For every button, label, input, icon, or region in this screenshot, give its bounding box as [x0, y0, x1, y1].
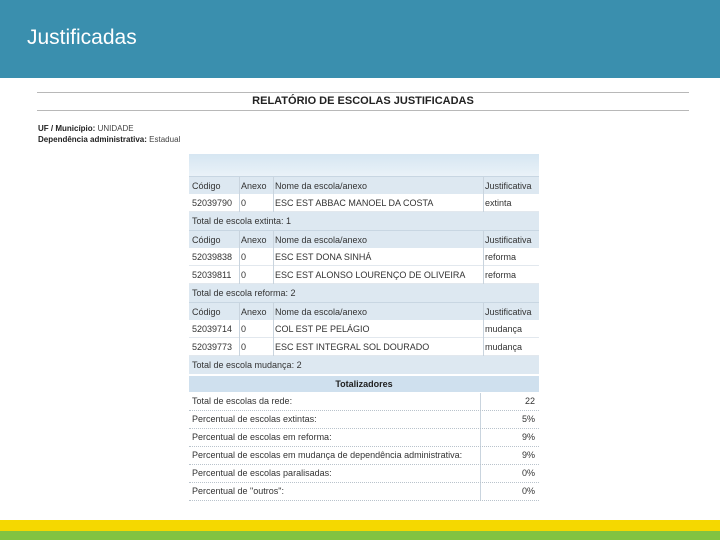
column-divider — [480, 429, 481, 446]
totalizer-label: Percentual de escolas extintas: — [192, 414, 317, 424]
totalizer-row — [189, 447, 539, 465]
cell-justificativa: extinta — [485, 198, 512, 208]
report-table-panel — [189, 154, 539, 512]
meta-dependencia-label: Dependência administrativa: — [38, 135, 147, 144]
totalizer-row — [189, 429, 539, 447]
column-header-nome: Nome da escola/anexo — [275, 235, 368, 245]
group-total-row — [189, 212, 539, 230]
column-header-justificativa: Justificativa — [485, 181, 532, 191]
column-divider — [483, 303, 484, 321]
cell-justificativa: mudança — [485, 342, 523, 352]
cell-nome-escola: COL EST PE PELÁGIO — [275, 324, 370, 334]
totalizer-label: Percentual de escolas em reforma: — [192, 432, 332, 442]
column-divider — [483, 320, 484, 338]
column-divider — [483, 231, 484, 249]
cell-codigo: 52039838 — [192, 252, 233, 262]
meta-uf-municipio — [38, 124, 134, 133]
meta-dependencia-value: Estadual — [149, 135, 181, 144]
column-header-anexo: Anexo — [241, 181, 267, 191]
table-row — [189, 194, 539, 212]
totalizer-value: 9% — [521, 432, 535, 442]
column-header-nome: Nome da escola/anexo — [275, 181, 368, 191]
column-divider — [273, 303, 274, 321]
totalizer-label: Percentual de "outros": — [192, 486, 284, 496]
column-header-anexo: Anexo — [241, 235, 267, 245]
cell-anexo: 0 — [241, 342, 247, 352]
column-divider — [239, 338, 240, 356]
group-total-row — [189, 356, 539, 374]
column-divider — [480, 411, 481, 428]
report-top-rule — [37, 92, 689, 93]
table-header-row — [189, 230, 539, 249]
slide-title: Justificadas — [27, 26, 137, 49]
meta-uf-value: UNIDADE — [97, 124, 134, 133]
table-header-row — [189, 302, 539, 321]
column-divider — [480, 447, 481, 464]
slide-header-bar — [0, 0, 720, 78]
totalizers-heading: Totalizadores — [189, 376, 539, 392]
cell-anexo: 0 — [241, 270, 247, 280]
group-total-row — [189, 284, 539, 302]
column-header-codigo: Código — [192, 235, 221, 245]
cell-anexo: 0 — [241, 252, 247, 262]
cell-nome-escola: ESC EST DONA SINHÁ — [275, 252, 372, 262]
meta-dependencia — [38, 135, 180, 144]
cell-anexo: 0 — [241, 198, 247, 208]
totalizer-row — [189, 393, 539, 411]
cell-justificativa: reforma — [485, 252, 517, 262]
column-header-nome: Nome da escola/anexo — [275, 307, 368, 317]
totalizer-value: 9% — [521, 450, 535, 460]
column-divider — [239, 194, 240, 212]
column-divider — [239, 266, 240, 284]
table-row — [189, 320, 539, 338]
table-row — [189, 248, 539, 266]
group-total-label: Total de escola reforma: 2 — [192, 288, 296, 298]
cell-codigo: 52039790 — [192, 198, 233, 208]
footer-yellow-stripe — [0, 520, 720, 531]
column-divider — [273, 320, 274, 338]
totalizer-row — [189, 465, 539, 483]
column-divider — [273, 231, 274, 249]
cell-justificativa: mudança — [485, 324, 523, 334]
totalizer-label: Total de escolas da rede: — [192, 396, 293, 406]
meta-uf-label: UF / Município: — [38, 124, 96, 133]
group-total-label: Total de escola mudança: 2 — [192, 360, 302, 370]
cell-nome-escola: ESC EST ABBAC MANOEL DA COSTA — [275, 198, 434, 208]
group-total-label: Total de escola extinta: 1 — [192, 216, 292, 226]
column-divider — [273, 194, 274, 212]
column-divider — [480, 483, 481, 500]
cell-codigo: 52039773 — [192, 342, 233, 352]
table-row — [189, 338, 539, 356]
column-header-justificativa: Justificativa — [485, 235, 532, 245]
column-header-justificativa: Justificativa — [485, 307, 532, 317]
column-divider — [480, 393, 481, 410]
table-header-row — [189, 176, 539, 195]
column-divider — [480, 465, 481, 482]
report-title-rule — [37, 110, 689, 111]
column-divider — [483, 266, 484, 284]
column-divider — [239, 177, 240, 195]
column-divider — [239, 248, 240, 266]
cell-codigo: 52039811 — [192, 270, 232, 280]
cell-justificativa: reforma — [485, 270, 517, 280]
table-row — [189, 266, 539, 284]
column-divider — [483, 194, 484, 212]
totalizer-row — [189, 483, 539, 501]
report-title: RELATÓRIO DE ESCOLAS JUSTIFICADAS — [252, 95, 474, 107]
footer-green-stripe — [0, 531, 720, 540]
totalizer-value: 0% — [521, 486, 535, 496]
column-divider — [273, 266, 274, 284]
totalizer-label: Percentual de escolas paralisadas: — [192, 468, 332, 478]
totalizer-row — [189, 411, 539, 429]
totalizer-label: Percentual de escolas em mudança de dependência administrativa: — [192, 450, 463, 460]
cell-nome-escola: ESC EST INTEGRAL SOL DOURADO — [275, 342, 430, 352]
report-table-topbar — [189, 154, 539, 176]
totalizer-value: 0% — [521, 468, 535, 478]
column-divider — [273, 248, 274, 266]
column-divider — [273, 338, 274, 356]
column-divider — [239, 320, 240, 338]
column-header-codigo: Código — [192, 181, 221, 191]
column-divider — [483, 248, 484, 266]
column-divider — [483, 338, 484, 356]
column-divider — [239, 231, 240, 249]
column-divider — [239, 303, 240, 321]
cell-codigo: 52039714 — [192, 324, 233, 334]
column-header-codigo: Código — [192, 307, 221, 317]
cell-anexo: 0 — [241, 324, 247, 334]
column-divider — [483, 177, 484, 195]
column-divider — [273, 177, 274, 195]
column-header-anexo: Anexo — [241, 307, 267, 317]
cell-nome-escola: ESC EST ALONSO LOURENÇO DE OLIVEIRA — [275, 270, 466, 280]
totalizer-value: 22 — [524, 396, 535, 406]
totalizer-value: 5% — [521, 414, 535, 424]
